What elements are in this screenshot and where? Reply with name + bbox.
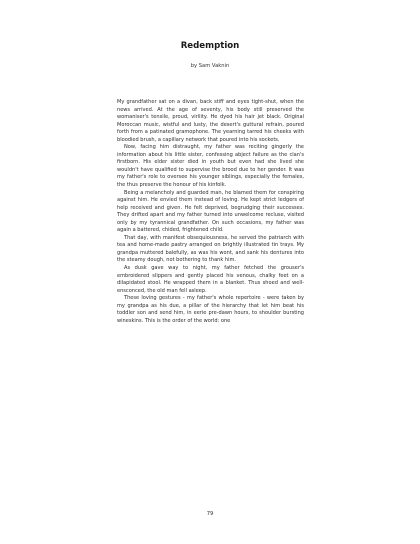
author-byline: by Sam Vaknin — [190, 63, 230, 69]
paragraph: That day, with manifest obsequiousness, he served the patriarch with tea and home-made pastry arranged on brightly illustrated tin trays. My grandpa muttered balefully, as was his wont, and sank his dentures into the steamy dough, not bothering to thank him. — [117, 234, 304, 264]
paragraph: My grandfather sat on a divan, back stiff and eyes tight-shut, when the news arrived. At the age of seventy, his body still preserved the womaniser's tensile, proud, virility. He dyed his hair jet black. Original Moroccan music, wistful and lusty, the desert's guttural refrain, poured forth from a patinated gramophone. The yearning tarred his cheeks with bloodied brush, a capillary network that poured into his sockets. — [117, 99, 304, 143]
paragraph: Being a melancholy and guarded man, he blamed them for conspiring against him. He envied them instead of loving. He kept strict ledgers of help received and given. He felt deprived, begrudging their successes. They drifted apart and my father turned into unwelcome recluse, visited only by my tyrannical grandfather. On such occasions, my father was again a battered, chided, frightened child. — [117, 189, 304, 234]
page-title: Redemption — [180, 41, 240, 51]
paragraph: Now, facing him distraught, my father was reciting gingerly the information about his little sister, confessing abject failure as the clan's firstborn. His elder sister died in youth but even had she lived she wouldn't have qualified to supervise the brood due to her gender. It was my father's role to oversee his younger siblings, especially the females, the thus preserve the honour of his kinfolk. — [117, 144, 304, 189]
paragraph: These loving gestures - my father's whole repertoire - were taken by my grandpa as his due, a pillar of the hierarchy that let him beat his toddler son and send him, in eerie pre-dawn hours, to shoulder bursting wineskins. This is the order of the world: one — [117, 295, 304, 324]
page-number: 79 — [206, 511, 214, 517]
paragraph: As dusk gave way to night, my father fetched the grouser's embroidered slippers and gently placed his venous, chalky feet on a dilapidated stool. He wrapped them in a blanket. Thus shoed and well-ensconced, the old man fell asleep. — [117, 265, 304, 294]
body-text — [117, 99, 304, 325]
